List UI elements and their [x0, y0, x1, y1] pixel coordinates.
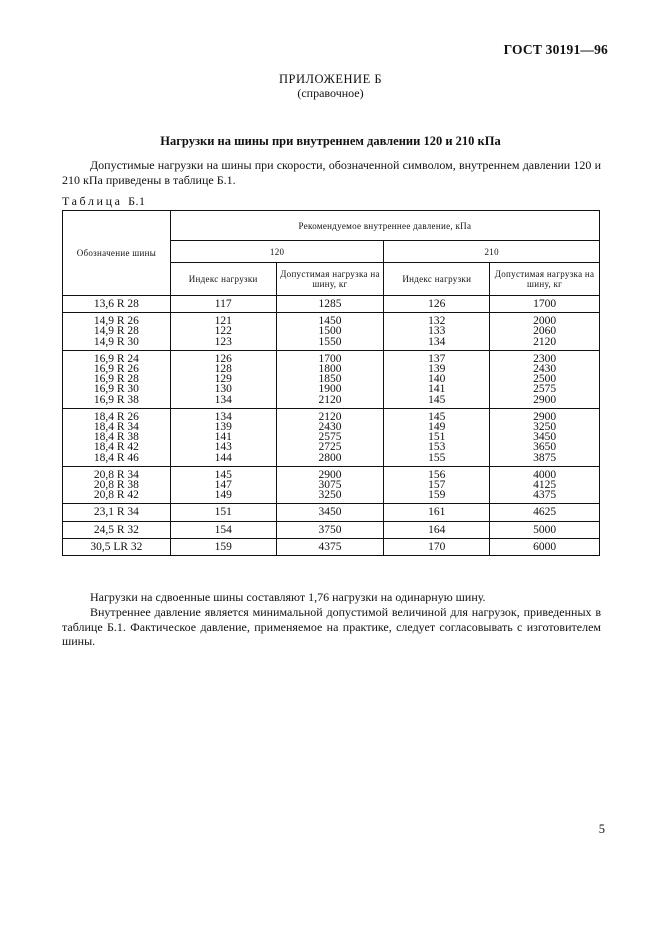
cell-value: 123	[214, 335, 232, 348]
cell-value: 2800	[318, 451, 342, 464]
cell-value: 145	[214, 468, 232, 481]
table-cell-load210	[490, 296, 600, 313]
cell-value: 2120	[318, 393, 342, 406]
table-cell-load210	[490, 504, 600, 521]
table-cell-idx210	[384, 538, 490, 555]
table-row	[63, 408, 600, 466]
cell-value: 141	[214, 431, 232, 444]
cell-value: 16,9 R 26	[93, 363, 139, 376]
cell-value: 13,6 R 28	[93, 298, 139, 310]
table-cell-load120	[276, 313, 384, 351]
table-cell-designation	[63, 408, 171, 466]
cell-value: 4375	[533, 489, 557, 502]
cell-value: 24,5 R 32	[93, 523, 139, 536]
header-pressure-210: 210	[384, 241, 600, 263]
load-table	[62, 210, 600, 556]
cell-value: 2725	[318, 441, 342, 454]
table-caption	[62, 194, 146, 209]
cell-value: 2575	[533, 383, 557, 396]
table-cell-idx120	[170, 521, 276, 538]
cell-value: 18,4 R 42	[93, 441, 139, 454]
header-load-index-210: Индекс нагрузки	[384, 263, 490, 296]
header-designation: Обозначение шины	[63, 211, 171, 296]
table-cell-idx210	[384, 313, 490, 351]
cell-value: 16,9 R 30	[93, 383, 139, 396]
cell-value: 128	[214, 363, 232, 376]
table-cell-load120	[276, 521, 384, 538]
cell-value: 6000	[533, 540, 557, 553]
cell-value: 134	[214, 410, 232, 423]
cell-value: 16,9 R 24	[93, 352, 139, 365]
cell-value: 4000	[533, 468, 557, 481]
cell-value: 14,9 R 26	[93, 315, 139, 328]
cell-value: 2900	[533, 393, 557, 406]
cell-value: 16,9 R 28	[93, 373, 139, 386]
cell-value: 30,5 LR 32	[90, 540, 143, 553]
cell-value: 139	[428, 363, 446, 376]
header-load-index-120: Индекс нагрузки	[170, 263, 276, 296]
cell-value: 149	[214, 489, 232, 502]
table-cell-load120	[276, 408, 384, 466]
cell-value: 16,9 R 38	[93, 393, 139, 406]
table-row	[63, 466, 600, 504]
table-cell-load120	[276, 504, 384, 521]
header-permissible-load-210: Допустимая нагрузка на шину, кг	[490, 263, 600, 296]
cell-value: 2300	[533, 352, 557, 365]
cell-value: 145	[428, 410, 446, 423]
table-cell-idx120	[170, 408, 276, 466]
cell-value: 2430	[533, 363, 557, 376]
cell-value: 159	[428, 489, 446, 502]
cell-value: 5000	[533, 523, 557, 536]
cell-value: 157	[428, 479, 446, 492]
cell-value: 4625	[533, 506, 557, 519]
table-cell-load120	[276, 538, 384, 555]
table-caption-number: Б.1	[128, 194, 146, 208]
cell-value: 18,4 R 26	[93, 410, 139, 423]
cell-value: 1500	[318, 325, 342, 338]
cell-value: 3650	[533, 441, 557, 454]
cell-value: 143	[214, 441, 232, 454]
cell-value: 1700	[533, 298, 557, 310]
cell-value: 4375	[318, 540, 342, 553]
cell-value: 141	[428, 383, 446, 396]
cell-value: 2900	[533, 410, 557, 423]
cell-value: 121	[214, 315, 232, 328]
table-cell-idx120	[170, 504, 276, 521]
annex-title: ПРИЛОЖЕНИЕ Б	[278, 72, 383, 86]
cell-value: 154	[214, 523, 232, 536]
cell-value: 126	[428, 298, 446, 310]
cell-value: 151	[214, 506, 232, 519]
table-cell-designation	[63, 521, 171, 538]
table-cell-idx210	[384, 504, 490, 521]
cell-value: 147	[214, 479, 232, 492]
cell-value: 14,9 R 28	[93, 325, 139, 338]
cell-value: 129	[214, 373, 232, 386]
table-row	[63, 296, 600, 313]
table-cell-load210	[490, 313, 600, 351]
cell-value: 4125	[533, 479, 557, 492]
table-cell-idx210	[384, 521, 490, 538]
cell-value: 3450	[318, 506, 342, 519]
cell-value: 159	[214, 540, 232, 553]
table-cell-designation	[63, 296, 171, 313]
table-row	[63, 538, 600, 555]
cell-value: 3250	[533, 421, 557, 434]
cell-value: 1800	[318, 363, 342, 376]
table-cell-load210	[490, 408, 600, 466]
cell-value: 2500	[533, 373, 557, 386]
cell-value: 1450	[318, 315, 342, 328]
cell-value: 130	[214, 383, 232, 396]
table-row	[63, 504, 600, 521]
document-code: ГОСТ 30191—96	[503, 42, 608, 57]
cell-value: 2900	[318, 468, 342, 481]
header-permissible-load-120: Допустимая нагрузка на шину, кг	[276, 263, 384, 296]
table-cell-load210	[490, 538, 600, 555]
cell-value: 3075	[318, 479, 342, 492]
table-cell-designation	[63, 504, 171, 521]
table-cell-idx210	[384, 350, 490, 408]
table-cell-idx120	[170, 538, 276, 555]
table-cell-designation	[63, 313, 171, 351]
cell-value: 122	[214, 325, 232, 338]
cell-value: 2430	[318, 421, 342, 434]
cell-value: 18,4 R 46	[93, 451, 139, 464]
cell-value: 1285	[318, 298, 342, 310]
cell-value: 153	[428, 441, 446, 454]
cell-value: 20,8 R 38	[93, 479, 139, 492]
cell-value: 20,8 R 42	[93, 489, 139, 502]
table-cell-load210	[490, 521, 600, 538]
note-pressure: Внутреннее давление является минимальной допустимой величиной для нагрузок, приведенных в таблице Б.1. Фактическое давление, применяемое на практике, следует согласовывать с изготовителем шины.	[62, 605, 601, 648]
table-cell-idx120	[170, 350, 276, 408]
cell-value: 18,4 R 38	[93, 431, 139, 444]
cell-value: 3875	[533, 451, 557, 464]
page-number: 5	[598, 822, 605, 836]
table-cell-designation	[63, 538, 171, 555]
cell-value: 23,1 R 34	[93, 506, 139, 519]
cell-value: 3450	[533, 431, 557, 444]
header-pressure-group: Рекомендуемое внутреннее давление, кПа	[170, 211, 599, 241]
table-cell-idx210	[384, 408, 490, 466]
table-cell-idx210	[384, 296, 490, 313]
cell-value: 3250	[318, 489, 342, 502]
cell-value: 164	[428, 523, 446, 536]
header-pressure-120: 120	[170, 241, 384, 263]
cell-value: 18,4 R 34	[93, 421, 139, 434]
cell-value: 145	[428, 393, 446, 406]
cell-value: 149	[428, 421, 446, 434]
cell-value: 151	[428, 431, 446, 444]
cell-value: 132	[428, 315, 446, 328]
table-cell-load210	[490, 466, 600, 504]
cell-value: 170	[428, 540, 446, 553]
section-heading: Нагрузки на шины при внутреннем давлении 120 и 210 кПа	[160, 134, 501, 148]
cell-value: 20,8 R 34	[93, 468, 139, 481]
cell-value: 161	[428, 506, 446, 519]
table-cell-idx120	[170, 313, 276, 351]
table-row	[63, 521, 600, 538]
cell-value: 2575	[318, 431, 342, 444]
cell-value: 140	[428, 373, 446, 386]
note-dual-tires: Нагрузки на сдвоенные шины составляют 1,76 нагрузки на одинарную шину.	[90, 590, 486, 604]
cell-value: 137	[428, 352, 446, 365]
table-row	[63, 350, 600, 408]
table-cell-idx120	[170, 296, 276, 313]
table-cell-load120	[276, 350, 384, 408]
cell-value: 144	[214, 451, 232, 464]
table-cell-designation	[63, 350, 171, 408]
table-row	[63, 313, 600, 351]
annex-subtitle: (справочное)	[297, 86, 364, 100]
cell-value: 139	[214, 421, 232, 434]
table-cell-load120	[276, 296, 384, 313]
cell-value: 126	[214, 352, 232, 365]
cell-value: 3750	[318, 523, 342, 536]
cell-value: 1550	[318, 335, 342, 348]
cell-value: 14,9 R 30	[93, 335, 139, 348]
cell-value: 2120	[318, 410, 342, 423]
cell-value: 155	[428, 451, 446, 464]
cell-value: 117	[214, 298, 232, 310]
table-cell-idx210	[384, 466, 490, 504]
cell-value: 133	[428, 325, 446, 338]
cell-value: 2060	[533, 325, 557, 338]
cell-value: 134	[428, 335, 446, 348]
cell-value: 1700	[318, 352, 342, 365]
cell-value: 2120	[533, 335, 557, 348]
cell-value: 1850	[318, 373, 342, 386]
cell-value: 156	[428, 468, 446, 481]
cell-value: 1900	[318, 383, 342, 396]
table-cell-load120	[276, 466, 384, 504]
table-cell-designation	[63, 466, 171, 504]
table-caption-label: Таблица	[62, 194, 123, 208]
cell-value: 134	[214, 393, 232, 406]
table-cell-load210	[490, 350, 600, 408]
intro-paragraph: Допустимые нагрузки на шины при скорости, обозначенной символом, внутреннем давлении 120 и 210 кПа приведены в таблице Б.1.	[62, 158, 601, 187]
table-body	[63, 296, 600, 556]
table-cell-idx120	[170, 466, 276, 504]
cell-value: 2000	[533, 315, 557, 328]
